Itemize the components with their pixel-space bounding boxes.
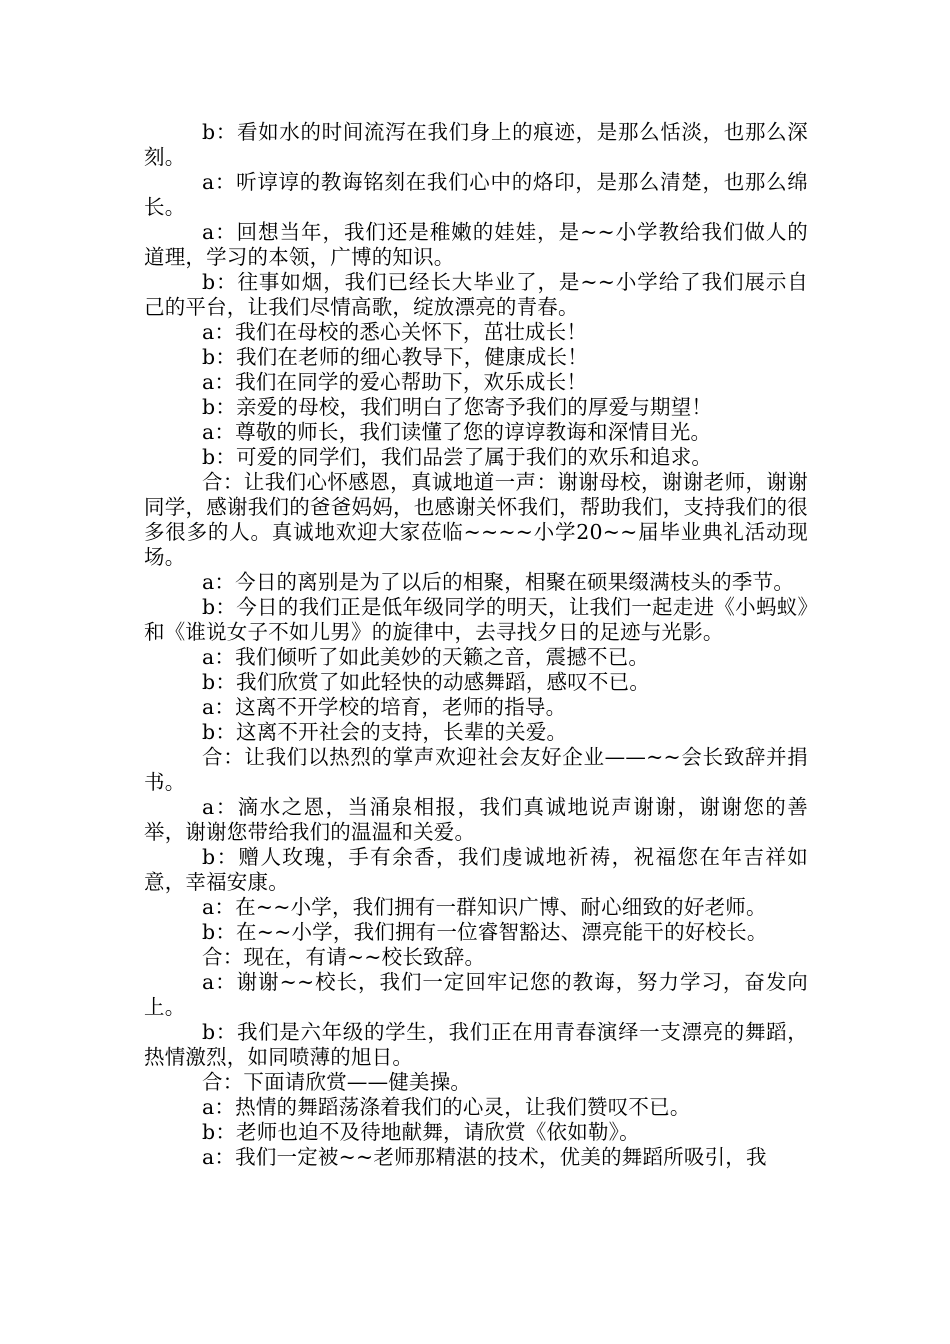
paragraph: a：滴水之恩，当涌泉相报，我们真诚地说声谢谢，谢谢您的善举，谢谢您带给我们的温温和关爱。 xyxy=(144,795,808,844)
paragraph: a：热情的舞蹈荡涤着我们的心灵，让我们赞叹不已。 xyxy=(202,1095,691,1119)
paragraph: a：在~~小学，我们拥有一群知识广博、耐心细致的好老师。 xyxy=(202,895,767,919)
paragraph: b：赠人玫瑰，手有余香，我们虔诚地祈祷，祝福您在年吉祥如意，幸福安康。 xyxy=(144,845,808,894)
paragraph: a：我们在同学的爱心帮助下，欢乐成长！ xyxy=(202,370,588,394)
paragraph: a：听谆谆的教诲铭刻在我们心中的烙印，是那么清楚，也那么绵长。 xyxy=(144,170,808,219)
paragraph: a：我们在母校的悉心关怀下，茁壮成长！ xyxy=(202,320,588,344)
paragraph: b：我们在老师的细心教导下，健康成长！ xyxy=(202,345,588,369)
paragraph: b：往事如烟，我们已经长大毕业了，是~~小学给了我们展示自己的平台，让我们尽情高歌，绽放漂亮的青春。 xyxy=(144,270,808,319)
paragraph: b：我们欣赏了如此轻快的动感舞蹈，感叹不已。 xyxy=(202,670,651,694)
paragraph: a：尊敬的师长，我们读懂了您的谆谆教诲和深情目光。 xyxy=(202,420,712,444)
paragraph: 合：让我们以热烈的掌声欢迎社会友好企业——~~会长致辞并捐书。 xyxy=(144,745,808,794)
paragraph: a：我们一定被~~老师那精湛的技术，优美的舞蹈所吸引，我 xyxy=(202,1145,767,1169)
paragraph: b：今日的我们正是低年级同学的明天，让我们一起走进《小蚂蚁》和《谁说女子不如儿男》的旋律中，去寻找夕日的足迹与光影。 xyxy=(144,595,808,644)
paragraph: a：这离不开学校的培育，老师的指导。 xyxy=(202,695,567,719)
paragraph: b：在~~小学，我们拥有一位睿智豁达、漂亮能干的好校长。 xyxy=(202,920,768,944)
paragraph: b：老师也迫不及待地献舞，请欣赏《依如勒》。 xyxy=(202,1120,640,1144)
paragraph: b：这离不开社会的支持，长辈的关爱。 xyxy=(202,720,568,744)
paragraph: a：谢谢~~校长，我们一定回牢记您的教诲，努力学习，奋发向上。 xyxy=(144,970,808,1019)
paragraph: 合：下面请欣赏——健美操。 xyxy=(202,1070,472,1094)
paragraph: a：今日的离别是为了以后的相聚，相聚在硕果缀满枝头的季节。 xyxy=(202,570,795,594)
paragraph: b：可爱的同学们，我们品尝了属于我们的欢乐和追求。 xyxy=(202,445,713,469)
paragraph: b：看如水的时间流泻在我们身上的痕迹，是那么恬淡，也那么深刻。 xyxy=(144,120,808,169)
paragraph: a：回想当年，我们还是稚嫩的娃娃，是~~小学教给我们做人的道理，学习的本领，广博的知识。 xyxy=(144,220,808,269)
document-body xyxy=(144,120,808,1170)
paragraph: 合：现在，有请~~校长致辞。 xyxy=(202,945,486,969)
paragraph: b：我们是六年级的学生，我们正在用青春演绎一支漂亮的舞蹈，热情激烈，如同喷薄的旭日。 xyxy=(144,1020,808,1069)
paragraph: b：亲爱的母校，我们明白了您寄予我们的厚爱与期望！ xyxy=(202,395,713,419)
paragraph: a：我们倾听了如此美妙的天籁之音，震撼不已。 xyxy=(202,645,650,669)
paragraph: 合：让我们心怀感恩，真诚地道一声：谢谢母校，谢谢老师，谢谢同学，感谢我们的爸爸妈妈，也感谢关怀我们，帮助我们，支持我们的很多很多的人。真诚地欢迎大家莅临~~~~小学20~~届毕业典礼活动现场。 xyxy=(144,470,808,569)
